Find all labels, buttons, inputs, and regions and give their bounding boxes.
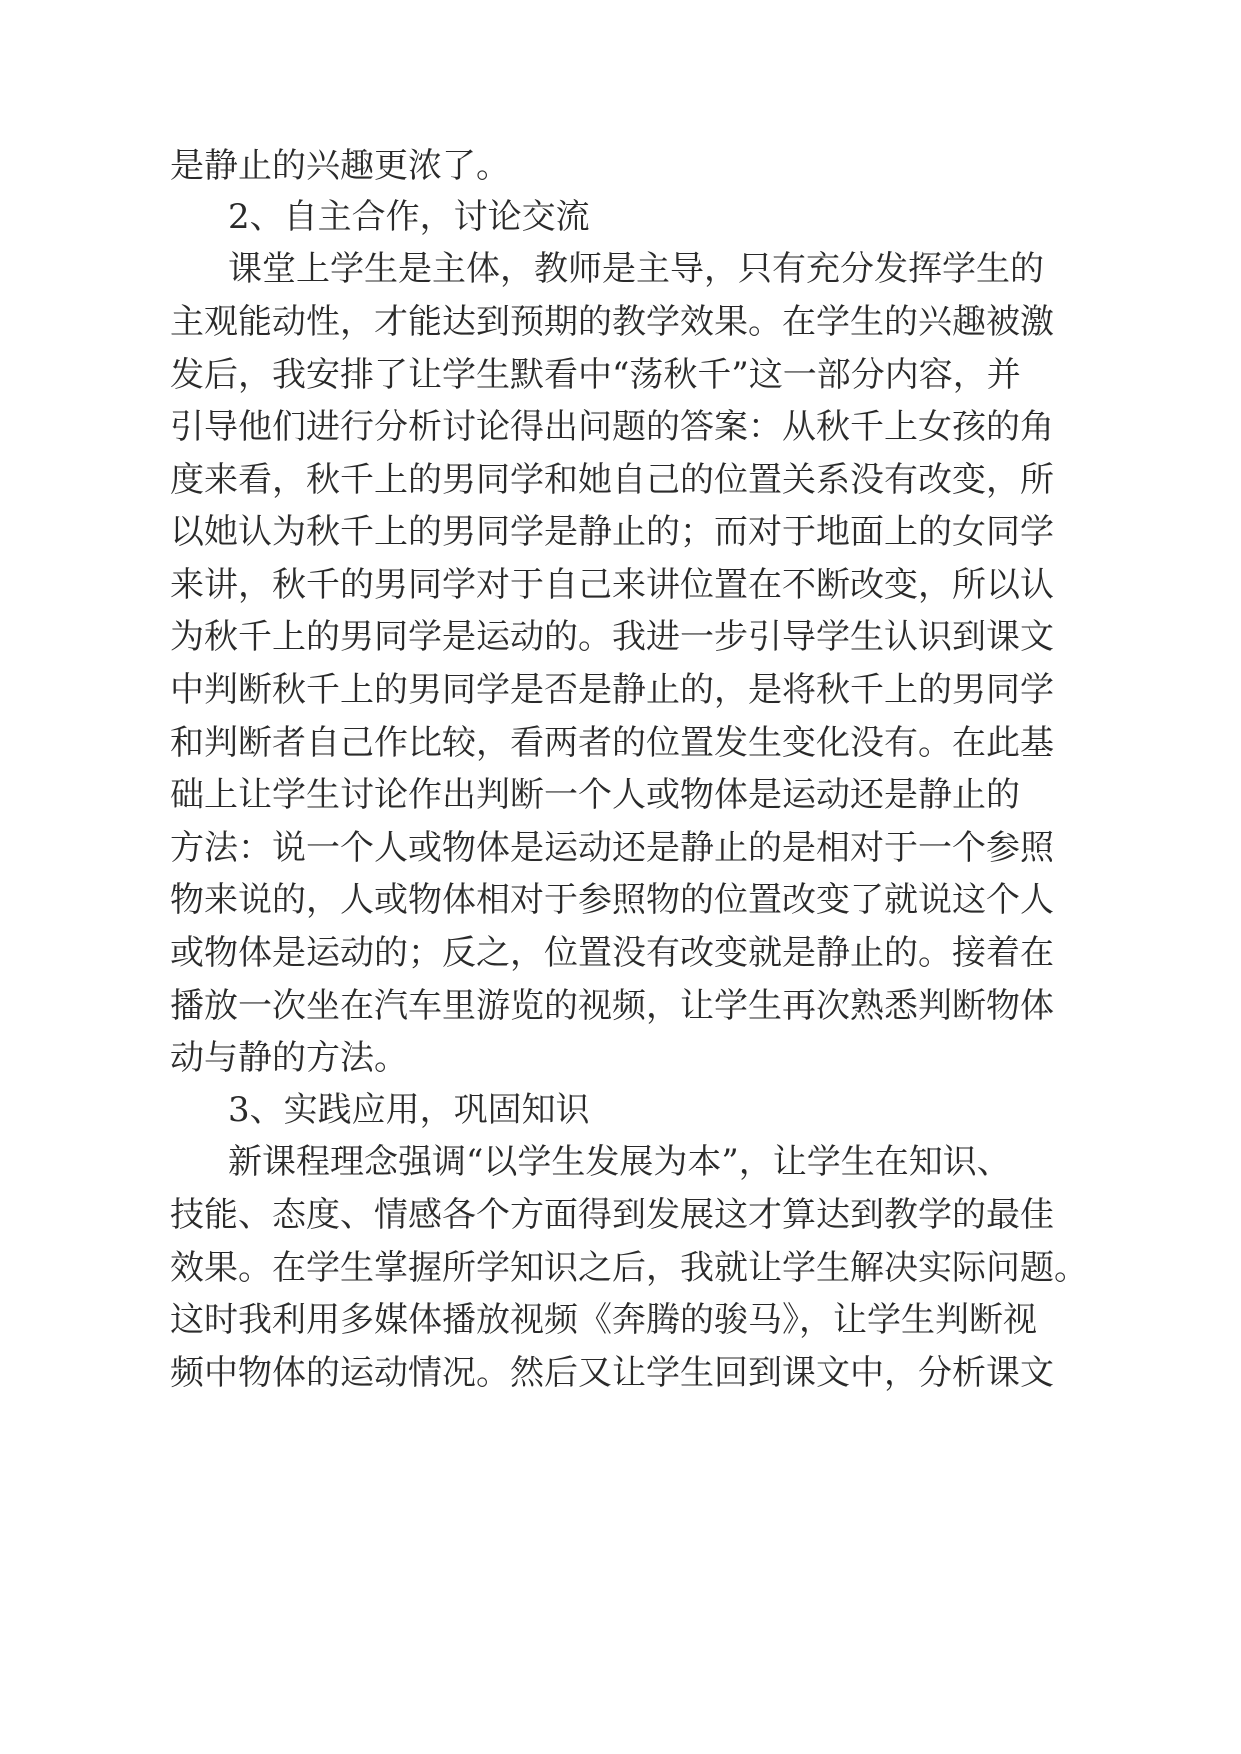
text-line — [0, 350, 1241, 400]
line-text: 来讲，秋千的男同学对于自己来讲位置在不断改变，所以认 — [170, 565, 1054, 605]
line-text: 新课程理念强调“以学生发展为本”，让学生在知识、 — [228, 1142, 1011, 1182]
line-text: 发后，我安排了让学生默看中“荡秋千”这一部分内容，并 — [170, 355, 1021, 395]
text-line — [0, 718, 1241, 768]
line-text: 物来说的，人或物体相对于参照物的位置改变了就说这个人 — [170, 880, 1054, 920]
line-text: 是静止的兴趣更浓了。 — [170, 146, 510, 186]
line-text: 效果。在学生掌握所学知识之后，我就让学生解决实际问题。 — [170, 1248, 1088, 1288]
line-text: 2、自主合作，讨论交流 — [228, 197, 590, 237]
text-line — [0, 1243, 1241, 1293]
text-line — [0, 244, 1241, 294]
line-text: 中判断秋千上的男同学是否是静止的，是将秋千上的男同学 — [170, 670, 1054, 710]
text-line — [0, 455, 1241, 505]
line-text: 这时我利用多媒体播放视频《奔腾的骏马》，让学生判断视 — [170, 1300, 1037, 1340]
section-heading — [0, 1085, 1241, 1135]
text-line — [0, 141, 1241, 191]
text-line — [0, 507, 1241, 557]
line-text: 动与静的方法。 — [170, 1038, 408, 1078]
line-text: 频中物体的运动情况。然后又让学生回到课文中，分析课文 — [170, 1353, 1054, 1393]
text-line — [0, 297, 1241, 347]
line-text: 课堂上学生是主体，教师是主导，只有充分发挥学生的 — [228, 249, 1044, 289]
line-text: 播放一次坐在汽车里游览的视频，让学生再次熟悉判断物体 — [170, 986, 1054, 1026]
line-text: 础上让学生讨论作出判断一个人或物体是运动还是静止的 — [170, 775, 1020, 815]
text-line — [0, 665, 1241, 715]
section-heading — [0, 192, 1241, 242]
text-line — [0, 875, 1241, 925]
text-line — [0, 612, 1241, 662]
text-line — [0, 1348, 1241, 1398]
text-line — [0, 770, 1241, 820]
text-line — [0, 1137, 1241, 1187]
text-line — [0, 1190, 1241, 1240]
line-text: 方法：说一个人或物体是运动还是静止的是相对于一个参照 — [170, 828, 1054, 868]
line-text: 为秋千上的男同学是运动的。我进一步引导学生认识到课文 — [170, 617, 1054, 657]
line-text: 以她认为秋千上的男同学是静止的；而对于地面上的女同学 — [170, 512, 1054, 552]
text-line — [0, 402, 1241, 452]
text-line — [0, 1033, 1241, 1083]
text-line — [0, 560, 1241, 610]
line-text: 引导他们进行分析讨论得出问题的答案：从秋千上女孩的角 — [170, 407, 1054, 447]
line-text: 主观能动性，才能达到预期的教学效果。在学生的兴趣被激 — [170, 302, 1054, 342]
line-text: 3、实践应用，巩固知识 — [228, 1090, 590, 1130]
line-text: 技能、态度、情感各个方面得到发展这才算达到教学的最佳 — [170, 1195, 1054, 1235]
line-text: 度来看，秋千上的男同学和她自己的位置关系没有改变，所 — [170, 460, 1054, 500]
line-text: 或物体是运动的；反之，位置没有改变就是静止的。接着在 — [170, 933, 1054, 973]
text-line — [0, 823, 1241, 873]
text-line — [0, 928, 1241, 978]
text-line — [0, 981, 1241, 1031]
line-text: 和判断者自己作比较，看两者的位置发生变化没有。在此基 — [170, 723, 1054, 763]
text-line — [0, 1295, 1241, 1345]
